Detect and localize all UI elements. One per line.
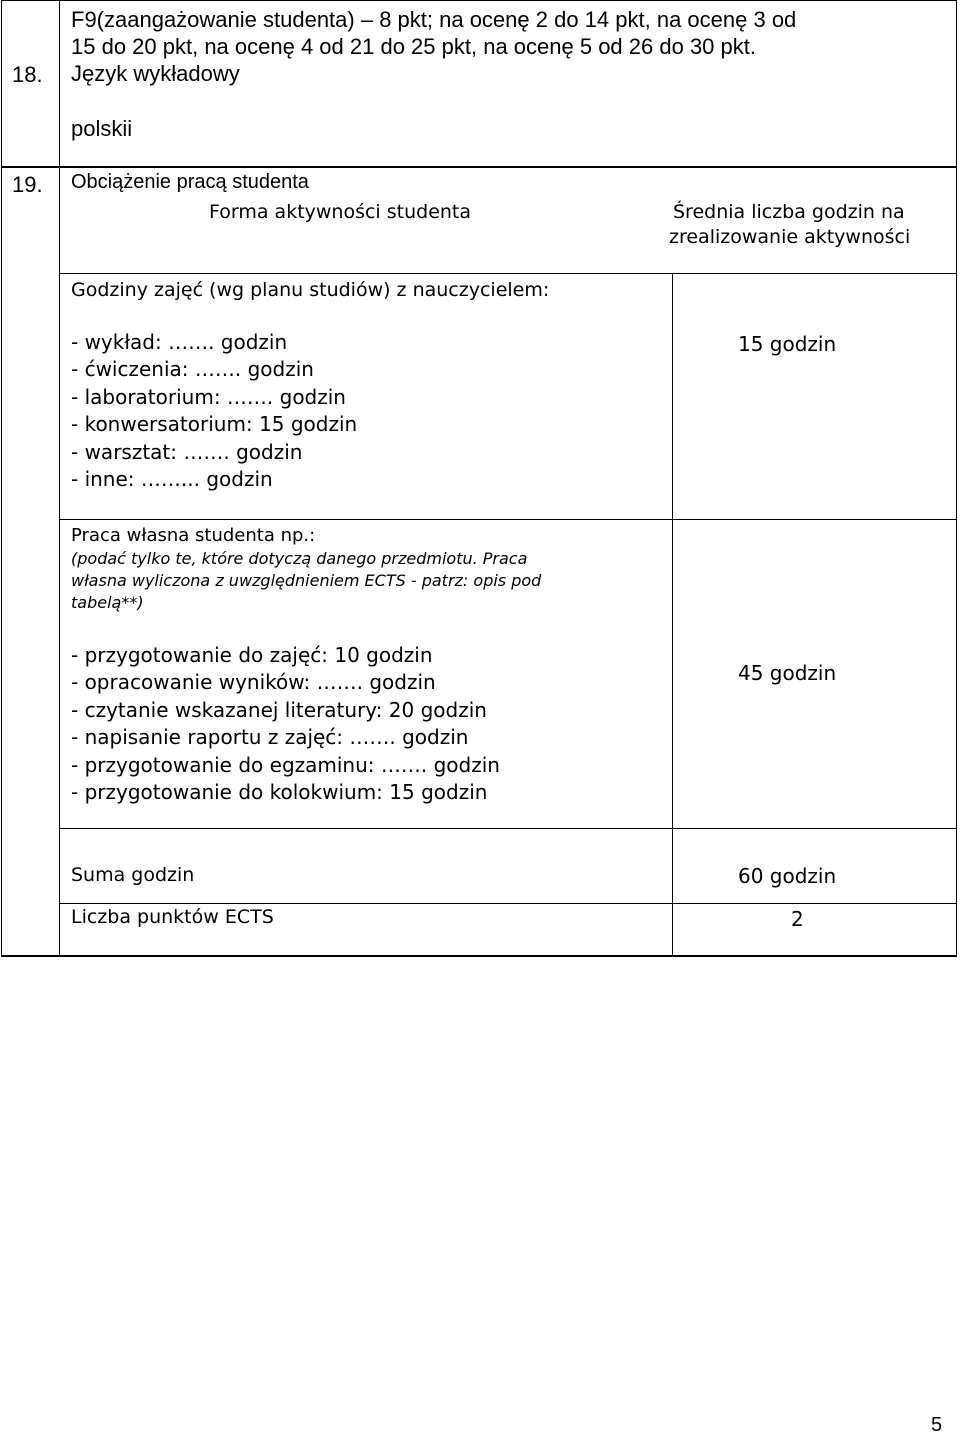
contact-item-conversatorium: - konwersatorium: 15 godzin [71,412,358,436]
contact-hours-heading: Godziny zajęć (wg planu studiów) z nauczycielem: [71,279,550,301]
number-column-border [59,0,60,957]
table-border-top [1,0,957,1]
section-18-title: Język wykładowy [71,61,240,86]
contact-hours-total: 15 godzin [738,332,837,356]
self-study-item-report: - napisanie raportu z zajęć: ……. godzin [71,725,469,749]
sum-value: 60 godzin [738,864,837,888]
contact-item-other: - inne: ……... godzin [71,467,273,491]
header-activity-form: Forma aktywności studenta [209,201,472,223]
ects-label: Liczba punktów ECTS [71,906,274,928]
contact-bottom-border [59,519,957,520]
section-19-title: Obciążenie pracą studenta [71,171,309,193]
table-border-bottom [1,955,957,957]
self-study-item-class-prep: - przygotowanie do zajęć: 10 godzin [71,643,433,667]
self-study-note-line-2: własna wyliczona z uwzględnieniem ECTS - patrz: opis pod [71,571,542,590]
header-average-hours-line-1: Średnia liczba godzin na [673,201,905,223]
table-border-right [956,0,957,957]
header-average-hours-line-2: zrealizowanie aktywności [669,226,911,248]
selfstudy-bottom-border [59,828,957,829]
sum-label: Suma godzin [71,864,195,886]
criteria-continued-line-2: 15 do 20 pkt, na ocenę 4 od 21 do 25 pkt, na ocenę 5 od 26 do 30 pkt. [71,34,756,59]
self-study-hours-total: 45 godzin [738,661,837,685]
table-border-left [1,0,2,957]
self-study-item-results: - opracowanie wyników: ……. godzin [71,670,436,694]
self-study-note-line-1: (podać tylko te, które dotyczą danego przedmiotu. Praca [71,549,528,568]
ects-value: 2 [791,907,804,931]
self-study-heading: Praca własna studenta np.: [71,525,316,546]
self-study-item-test-prep: - przygotowanie do kolokwium: 15 godzin [71,780,488,804]
language-value: polskii [71,116,133,141]
self-study-note-line-3: tabelą**) [71,593,144,612]
subtable-top-border [59,273,957,274]
self-study-item-reading: - czytanie wskazanej literatury: 20 godzin [71,698,487,722]
criteria-continued-line-1: F9(zaangażowanie studenta) – 8 pkt; na ocenę 2 do 14 pkt, na ocenę 3 od [71,7,797,32]
hours-column-border [672,273,673,957]
page-number: 5 [931,1414,943,1436]
contact-item-exercises: - ćwiczenia: ……. godzin [71,357,314,381]
contact-item-lecture: - wykład: ……. godzin [71,330,288,354]
row18-bottom-border [1,166,957,168]
contact-item-laboratory: - laboratorium: ……. godzin [71,385,346,409]
self-study-item-exam-prep: - przygotowanie do egzaminu: ……. godzin [71,753,500,777]
sum-bottom-border [59,903,957,904]
contact-item-workshop: - warsztat: ……. godzin [71,440,303,464]
section-19-number: 19. [12,172,43,197]
section-18-number: 18. [12,62,43,87]
